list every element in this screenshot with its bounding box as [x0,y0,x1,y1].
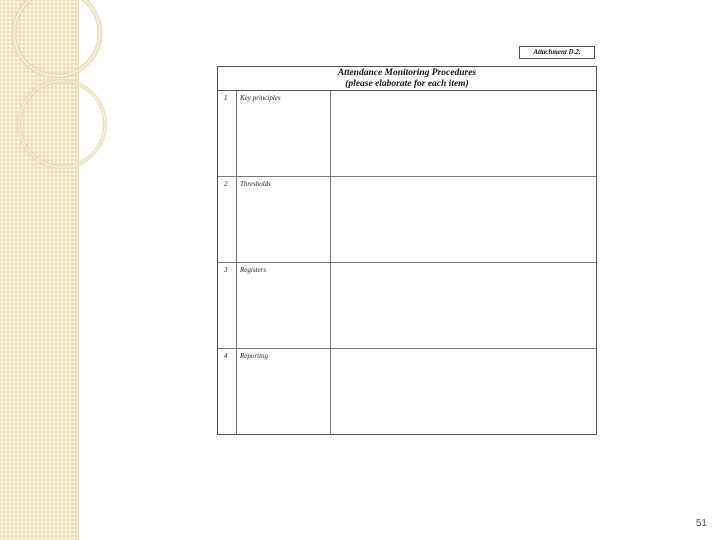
form-row [218,263,596,349]
form-row [218,349,596,435]
row-number: 4 [218,349,237,435]
form-header [218,67,596,91]
attachment-label: Attachment D.2. [519,46,595,59]
decorative-rings [0,0,130,200]
form-row [218,177,596,263]
slide-number: 51 [695,518,707,529]
row-answer-area[interactable] [331,177,596,262]
row-label: Key principles [237,91,331,176]
row-number: 2 [218,177,237,262]
form-title: Attendance Monitoring Procedures [337,68,477,78]
row-number: 3 [218,263,237,348]
row-answer-area[interactable] [331,91,596,176]
row-label: Thresholds [237,177,331,262]
row-label: Reporting [237,349,331,435]
form-row [218,91,596,177]
row-number: 1 [218,91,237,176]
row-label: Registers [237,263,331,348]
form-subtitle: (please elaborate for each item) [345,78,469,89]
row-answer-area[interactable] [331,349,596,435]
row-answer-area[interactable] [331,263,596,348]
attendance-form [217,66,597,435]
